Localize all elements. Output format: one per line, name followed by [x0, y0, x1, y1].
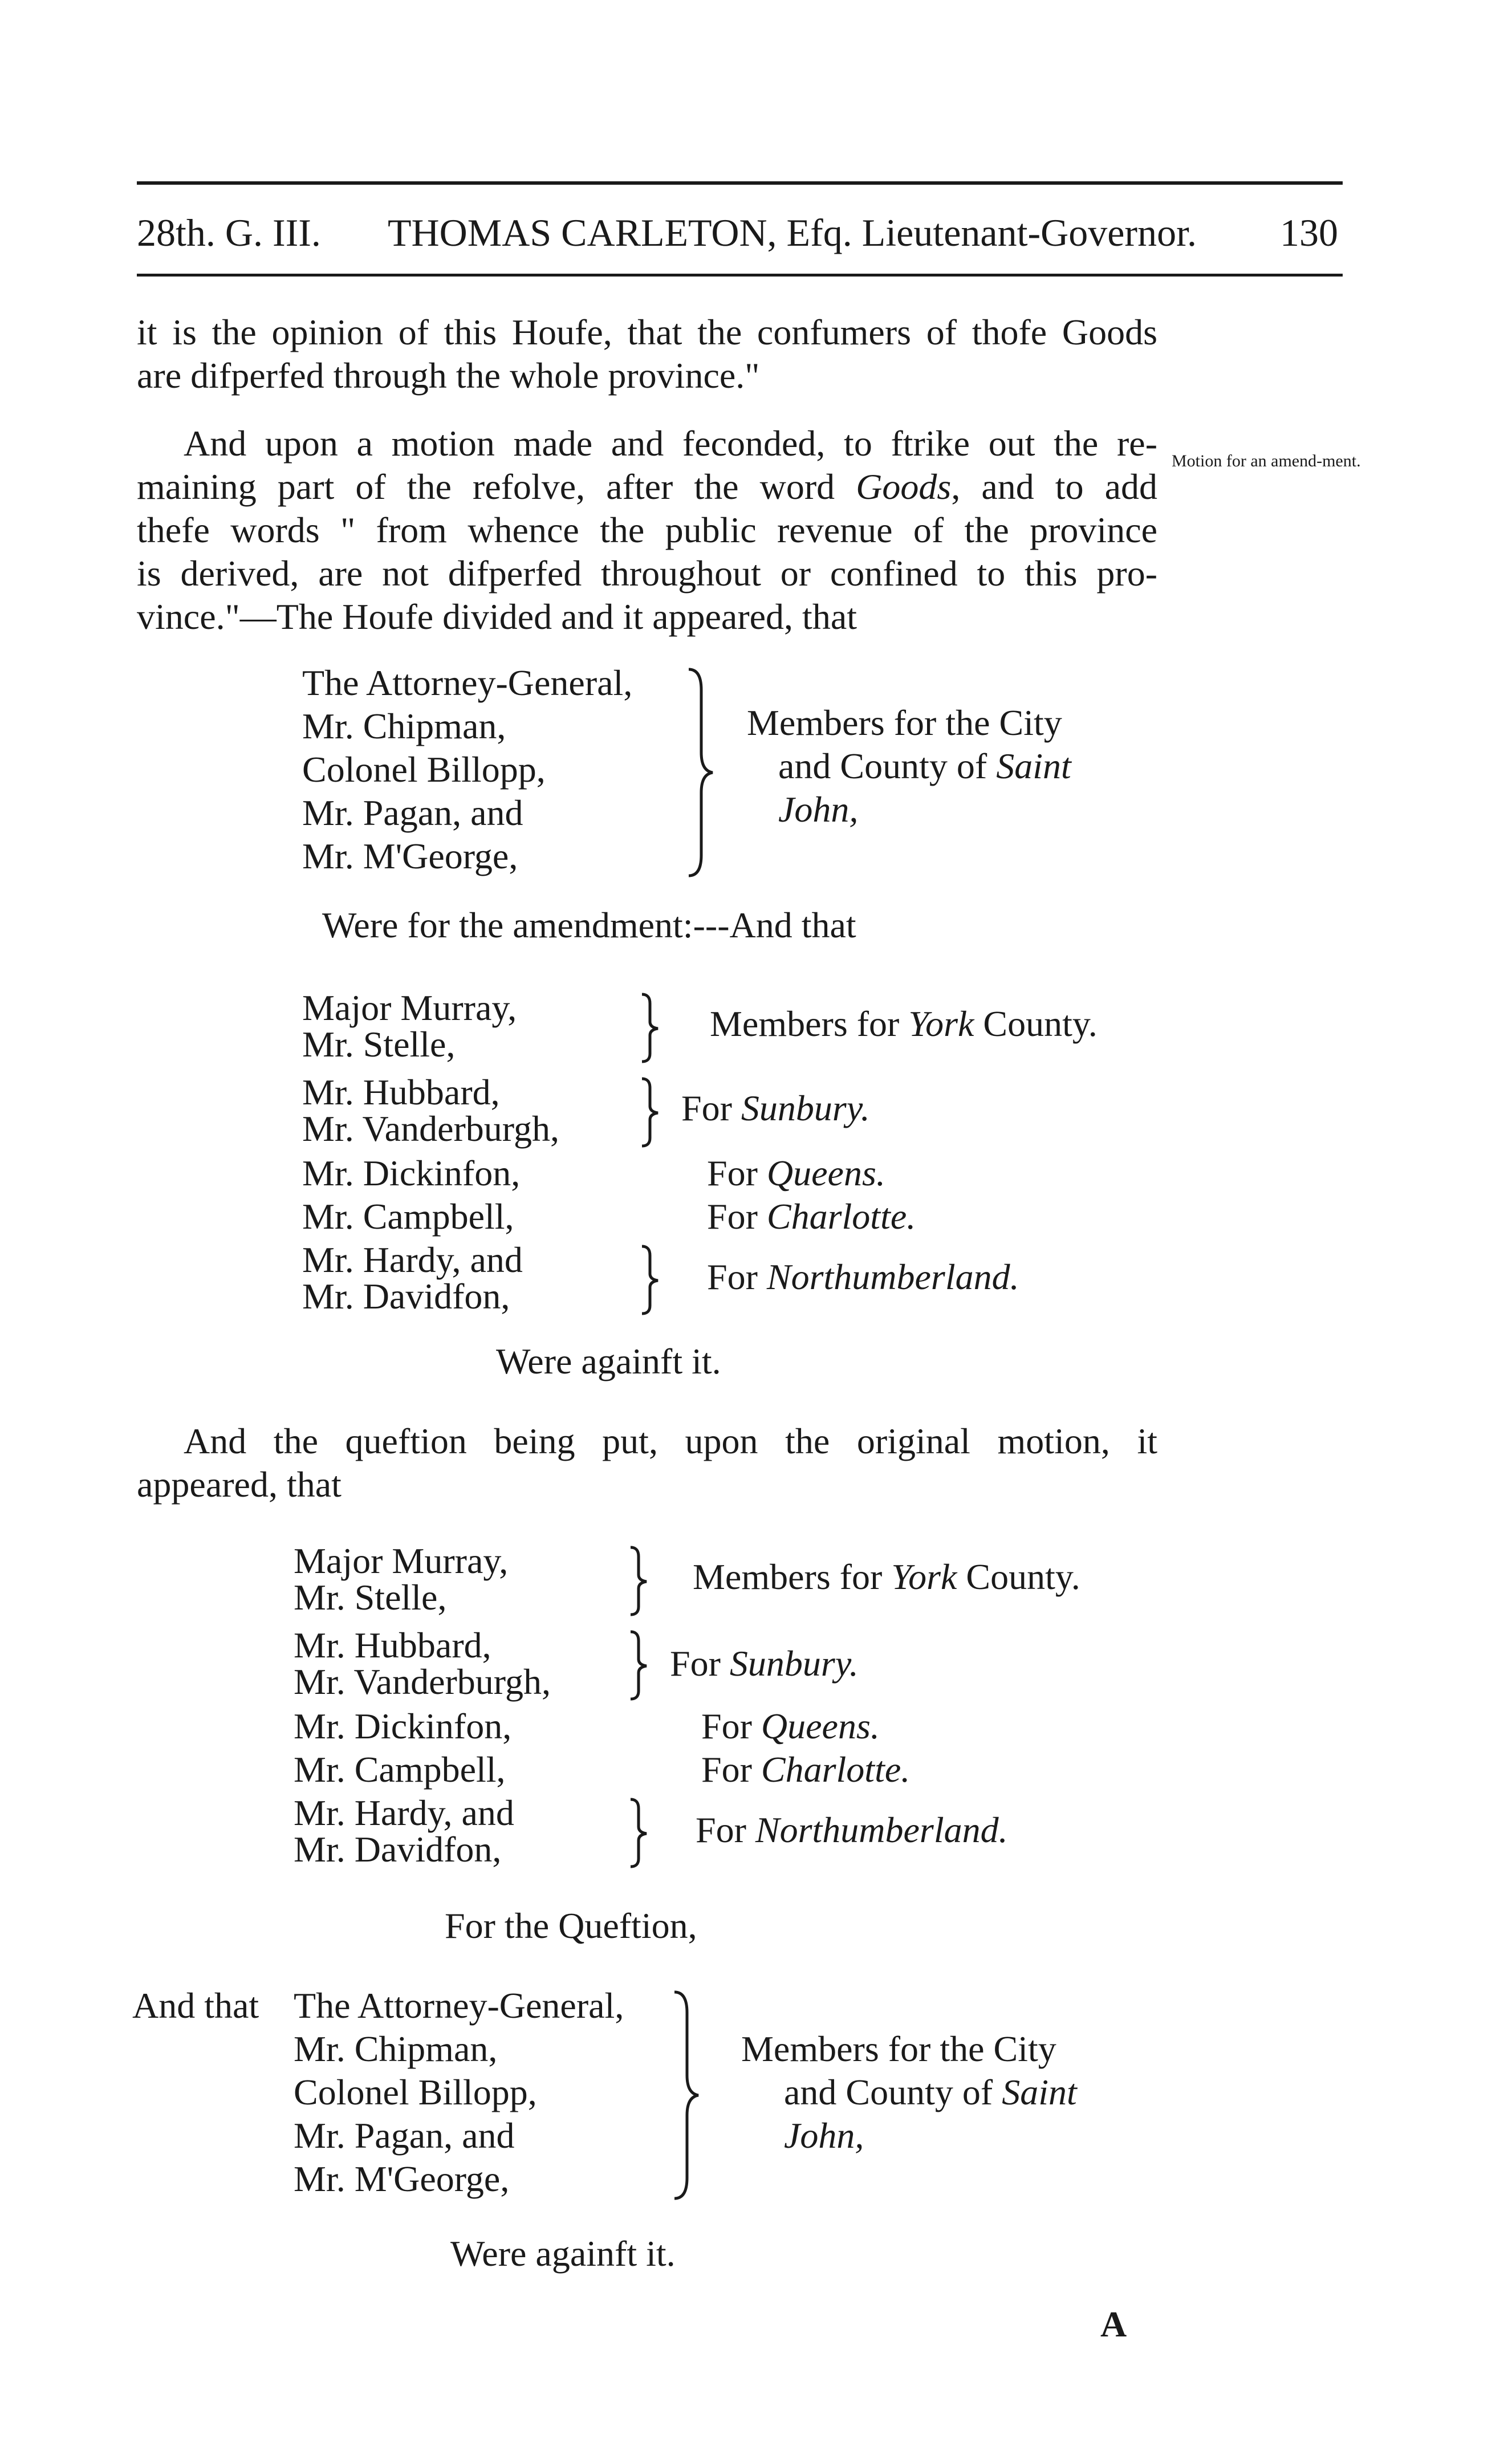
running-header	[137, 204, 1343, 261]
member-name: Mr. M'George,	[302, 836, 518, 876]
member-name: Mr. Pagan, and	[294, 2115, 515, 2156]
catchword: A	[1100, 2304, 1127, 2344]
vote-lead: And that	[132, 1985, 259, 2026]
constituency-text: Members for	[693, 1556, 892, 1597]
constituency-line	[681, 1087, 870, 1130]
constituency-text: and County of	[784, 2072, 1002, 2112]
header-governor: THOMAS CARLETON, Efq. Lieutenant-Governor.	[388, 211, 1197, 254]
member-name: Colonel Billopp,	[294, 2072, 537, 2112]
paragraph-motion	[137, 422, 1157, 639]
right-brace-icon	[627, 1545, 652, 1616]
member-name: Mr. Campbell,	[302, 1196, 514, 1237]
page-number: 130	[1280, 211, 1338, 254]
header-reign: 28th. G. III.	[137, 211, 321, 254]
header-top-rule	[137, 181, 1343, 185]
vote-block-against-question	[294, 1984, 1206, 2212]
member-name: Mr. Campbell,	[294, 1749, 506, 1790]
constituency-italic: Saint	[1002, 2072, 1077, 2112]
constituency-line	[778, 788, 858, 831]
member-name: Colonel Billopp,	[302, 749, 546, 790]
right-brace-icon	[639, 1076, 664, 1148]
vote-caption: Were for the amendment:---And that	[322, 905, 856, 945]
constituency-italic: Queens.	[766, 1153, 885, 1193]
constituency-line	[784, 2071, 1077, 2114]
constituency-line	[701, 1705, 880, 1748]
right-brace-icon	[684, 667, 718, 878]
member-name: The Attorney-General,	[302, 663, 633, 703]
member-name: Mr. Hubbard,	[294, 1625, 491, 1665]
constituency-italic: York	[891, 1556, 957, 1597]
constituency-italic: Sunbury.	[741, 1088, 870, 1128]
right-brace-icon	[627, 1797, 652, 1868]
text-line: And upon a motion made and feconded, to ftrike out the re-	[184, 423, 1157, 464]
constituency-line	[696, 1808, 1008, 1852]
text-line: thefe words " from whence the public revenue of the province	[137, 510, 1157, 550]
member-name: Mr. Chipman,	[302, 706, 506, 746]
constituency-text: For	[670, 1643, 730, 1684]
text-line: are difperfed through the whole province."	[137, 355, 760, 396]
italic-word: Goods	[856, 466, 952, 507]
constituency-line	[778, 745, 1071, 788]
member-name: Mr. Dickinfon,	[294, 1706, 512, 1746]
member-name: Mr. Hubbard,	[302, 1072, 500, 1112]
vote-block-saint-john	[302, 661, 1214, 889]
member-name: Mr. Chipman,	[294, 2029, 498, 2069]
member-name: Mr. M'George,	[294, 2159, 510, 2199]
member-name: The Attorney-General,	[294, 1985, 624, 2026]
constituency-line	[710, 1002, 1098, 1046]
right-brace-icon	[639, 992, 664, 1063]
constituency-italic: Charlotte.	[766, 1196, 916, 1237]
constituency-italic: Northumberland.	[755, 1810, 1008, 1850]
margin-note: Motion for an amend-ment.	[1172, 452, 1361, 470]
constituency-text: For	[701, 1749, 761, 1790]
constituency-text: County.	[957, 1556, 1080, 1597]
constituency-italic: Northumberland.	[766, 1257, 1019, 1297]
right-brace-icon	[670, 1990, 704, 2201]
constituency-italic: John,	[784, 2115, 864, 2156]
constituency-line	[707, 1152, 885, 1195]
constituency-italic: Charlotte.	[761, 1749, 911, 1790]
constituency-text: For	[696, 1810, 755, 1850]
constituency-text: For	[707, 1196, 767, 1237]
constituency-text: For	[707, 1153, 767, 1193]
constituency-text: For	[701, 1706, 761, 1746]
constituency-italic: John,	[778, 789, 859, 830]
constituency-italic: Sunbury.	[729, 1643, 859, 1684]
constituency-italic: Queens.	[761, 1706, 880, 1746]
member-name: Mr. Stelle,	[302, 1024, 456, 1064]
constituency-text: County.	[974, 1003, 1098, 1044]
member-name: Mr. Dickinfon,	[302, 1153, 521, 1193]
constituency-line	[784, 2114, 864, 2157]
constituency-text: Members for	[710, 1003, 909, 1044]
member-name: Mr. Hardy, and	[302, 1239, 523, 1280]
constituency-line	[693, 1555, 1080, 1599]
member-name: Mr. Hardy, and	[294, 1793, 514, 1833]
text-line: vince."—The Houfe divided and it appeared, that	[137, 596, 857, 637]
constituency-text: For	[681, 1088, 741, 1128]
text-line: appeared, that	[137, 1464, 342, 1505]
text-line: And the queftion being put, upon the original motion, it	[184, 1421, 1157, 1461]
constituency-line	[707, 1255, 1019, 1299]
paragraph-continuation	[137, 311, 1157, 397]
constituency-text: For	[707, 1257, 767, 1297]
constituency-line: Members for the City	[747, 702, 1062, 743]
member-name: Mr. Davidfon,	[294, 1829, 502, 1869]
member-name: Major Murray,	[294, 1541, 509, 1581]
vote-block-against-amendment	[302, 986, 1214, 1323]
vote-caption: Were againft it.	[496, 1341, 721, 1381]
text-line: is derived, are not difperfed throughout or confined to this pro-	[137, 553, 1157, 594]
constituency-line	[701, 1748, 910, 1791]
text-line: it is the opinion of this Houfe, that the confumers of thofe Goods	[137, 312, 1157, 352]
vote-caption: Were againft it.	[450, 2233, 676, 2274]
member-name: Mr. Stelle,	[294, 1577, 447, 1617]
constituency-line	[670, 1642, 859, 1685]
constituency-italic: York	[908, 1003, 974, 1044]
member-name: Mr. Pagan, and	[302, 792, 523, 833]
constituency-text: and County of	[778, 746, 997, 786]
right-brace-icon	[639, 1244, 664, 1315]
member-name: Mr. Davidfon,	[302, 1276, 510, 1316]
right-brace-icon	[627, 1629, 652, 1701]
member-name: Mr. Vanderburgh,	[294, 1661, 551, 1702]
paragraph-question	[137, 1420, 1157, 1506]
member-name: Mr. Vanderburgh,	[302, 1108, 559, 1149]
constituency-line: Members for the City	[741, 2029, 1056, 2069]
text-line-goods	[137, 465, 1157, 509]
member-name: Major Murray,	[302, 987, 517, 1028]
vote-block-for-question	[294, 1539, 1206, 1876]
constituency-line	[707, 1195, 916, 1238]
text-segment: maining part of the refolve, after the word Goods, and to add	[137, 466, 1158, 507]
header-bottom-rule	[137, 274, 1343, 277]
vote-caption: For the Queftion,	[445, 1905, 697, 1946]
constituency-italic: Saint	[996, 746, 1071, 786]
